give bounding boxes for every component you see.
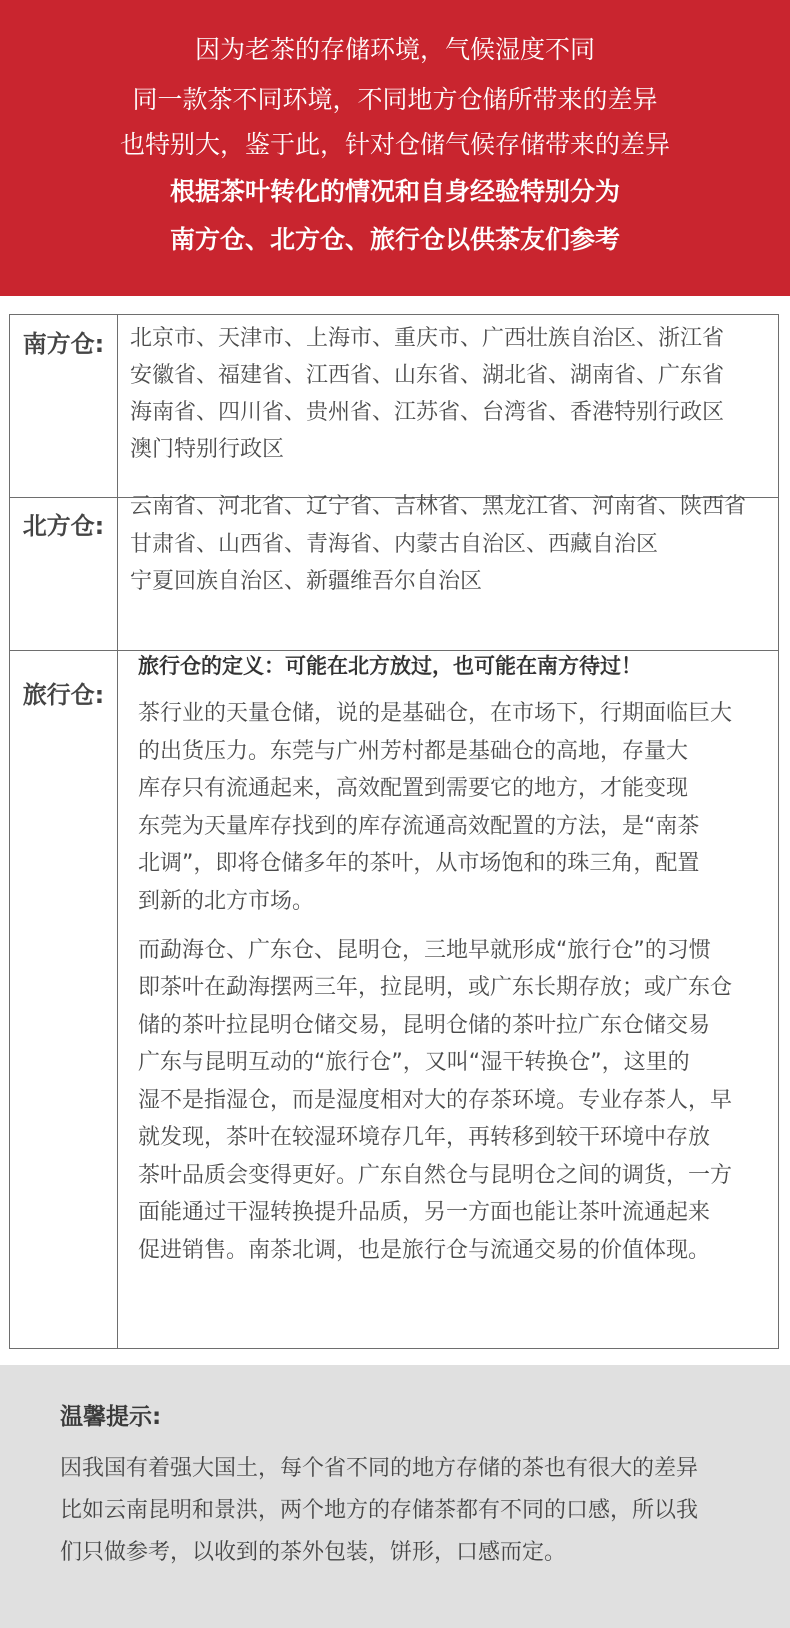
table-column-divider [117,315,118,1348]
travel-warehouse-definition: 旅行仓的定义：可能在北方放过，也可能在南方待过！ [138,654,642,678]
warm-tip-line: 比如云南昆明和景洪，两个地方的存储茶都有不同的口感，所以我 [60,1498,699,1523]
travel-paragraph-2-line: 就发现，茶叶在较湿环境存几年，再转移到较干环境中存放 [138,1125,711,1150]
travel-paragraph-1-line: 茶行业的天量仓储，说的是基础仓，在市场下，行期面临巨大 [138,701,733,726]
travel-warehouse-label: 旅行仓: [22,681,105,709]
banner-line-1: 因为老茶的存储环境，气候湿度不同 [194,35,595,64]
south-warehouse-label: 南方仓: [22,330,105,358]
banner-line-3: 也特别大，鉴于此，针对仓储气候存储带来的差异 [119,130,670,159]
north-region-line: 甘肃省、山西省、青海省、内蒙古自治区、西藏自治区 [130,532,659,557]
warm-tip-title: 温馨提示: [60,1404,162,1430]
north-region-line: 宁夏回族自治区、新疆维吾尔自治区 [130,569,483,594]
travel-paragraph-1-line: 的出货压力。东莞与广州芳村都是基础仓的高地，存量大 [138,739,689,764]
travel-paragraph-1-line: 北调”，即将仓储多年的茶叶，从市场饱和的珠三角，配置 [138,851,700,876]
travel-paragraph-1-line: 到新的北方市场。 [138,889,315,914]
travel-paragraph-2-line: 茶叶品质会变得更好。广东自然仓与昆明仓之间的调货，一方 [138,1163,733,1188]
travel-paragraph-2-line: 广东与昆明互动的“旅行仓”，又叫“湿干转换仓”，这里的 [138,1050,690,1075]
banner-line-2: 同一款茶不同环境，不同地方仓储所带来的差异 [132,85,658,114]
travel-paragraph-2-line: 而勐海仓、广东仓、昆明仓，三地早就形成“旅行仓”的习惯 [138,938,711,963]
south-region-line: 安徽省、福建省、江西省、山东省、湖北省、湖南省、广东省 [130,363,725,388]
banner-line-4: 根据茶叶转化的情况和自身经验特别分为 [169,177,620,206]
warm-tip-panel [0,1365,790,1628]
warehouse-table [9,314,779,1349]
south-region-line: 海南省、四川省、贵州省、江苏省、台湾省、香港特别行政区 [130,400,725,425]
travel-paragraph-2-line: 湿不是指湿仓，而是湿度相对大的存茶环境。专业存茶人，早 [138,1088,733,1113]
travel-paragraph-2-line: 促进销售。南茶北调，也是旅行仓与流通交易的价值体现。 [138,1238,711,1263]
travel-paragraph-1-line: 东莞为天量库存找到的库存流通高效配置的方法，是“南茶 [138,814,700,839]
north-warehouse-label: 北方仓: [22,512,105,540]
warm-tip-line: 们只做参考，以收到的茶外包装，饼形，口感而定。 [60,1540,567,1565]
travel-paragraph-1-line: 库存只有流通起来，高效配置到需要它的地方，才能变现 [138,776,689,801]
travel-paragraph-2-line: 即茶叶在勐海摆两三年，拉昆明，或广东长期存放；或广东仓 [138,975,733,1000]
warm-tip-line: 因我国有着强大国土，每个省不同的地方存储的茶也有很大的差异 [60,1456,699,1481]
travel-paragraph-2-line: 面能通过干湿转换提升品质，另一方面也能让茶叶流通起来 [138,1200,711,1225]
south-region-line: 北京市、天津市、上海市、重庆市、广西壮族自治区、浙江省 [130,326,725,351]
south-region-line: 澳门特别行政区 [130,437,285,462]
travel-paragraph-2-line: 储的茶叶拉昆明仓储交易，昆明仓储的茶叶拉广东仓储交易 [138,1013,711,1038]
header-banner [0,0,790,296]
north-region-line: 云南省、河北省、辽宁省、吉林省、黑龙江省、河南省、陕西省 [130,494,747,519]
banner-line-5: 南方仓、北方仓、旅行仓以供茶友们参考 [169,225,620,254]
